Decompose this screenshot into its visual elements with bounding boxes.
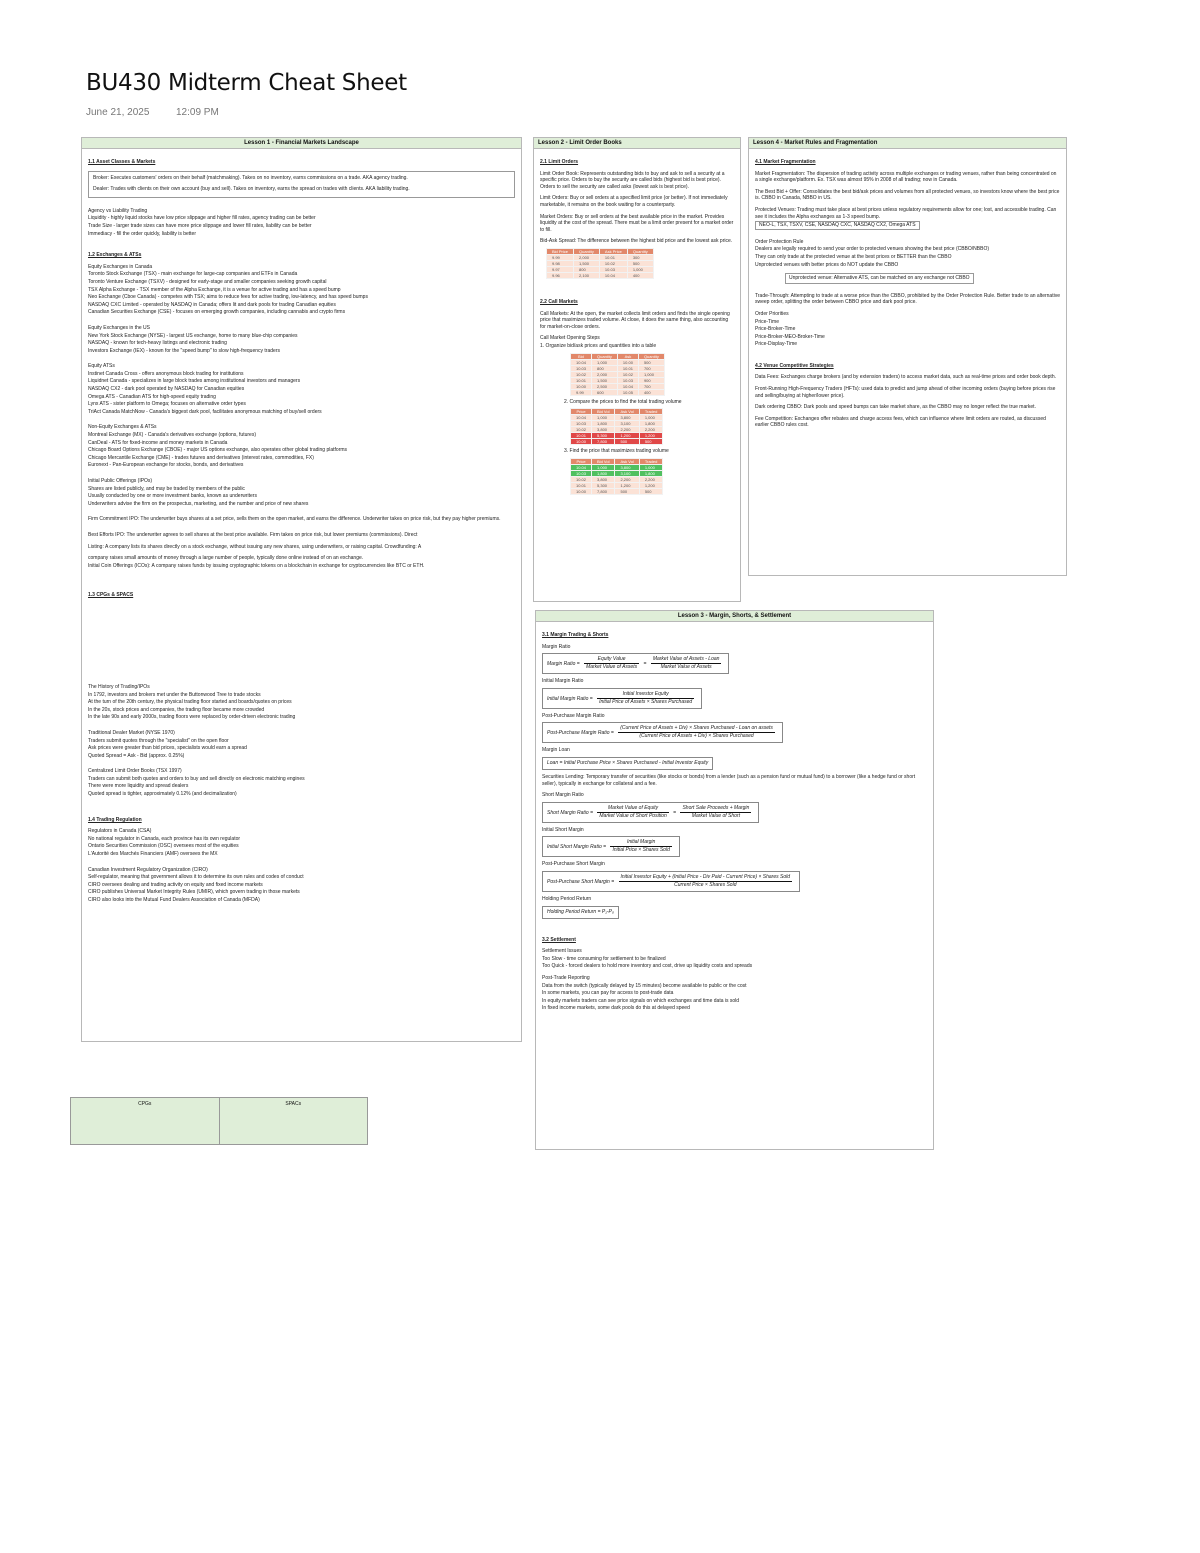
text-line: CanDeal - ATS for fixed-income and money markets in Canada: [88, 439, 228, 446]
table-cell: 1,000: [638, 371, 664, 377]
table-cell: 10.02: [599, 260, 627, 266]
text-line: Call Markets: At the open, the market collects limit orders and finds the single opening price that maximizes traded volume. At close, it does the same thing, also accounting for market-on-close orders.: [540, 310, 730, 330]
table-cell: 10.01: [571, 433, 592, 439]
table-cell: 1,000: [639, 415, 663, 421]
lesson4-header: Lesson 4 - Market Rules and Fragmentation: [749, 138, 1066, 149]
table-header-cell: Ask Price: [599, 248, 627, 254]
table-cell: 10.01: [571, 377, 592, 383]
table-cell: 10.01: [617, 365, 638, 371]
lesson3-header: Lesson 3 - Margin, Shorts, & Settlement: [536, 611, 933, 622]
call-market-table: [570, 353, 665, 396]
lesson3-container: [535, 610, 934, 1150]
text-line: Euronext - Pan-European exchange for stocks, bonds, and derivatives: [88, 462, 244, 469]
initial-margin-formula: Initial Margin Ratio = $\frac{\text{Initial Investor Equity}}{\text{Initial Price of Assets × Shares Purchased}}$: [542, 688, 702, 709]
text-line: Ontario Securities Commission (OSC) oversees most of the equities: [88, 843, 239, 850]
margin-loan-formula: Loan = Initial Purchase Price × Shares Purchased - Initial Investor Equity: [542, 757, 713, 770]
text-line: Liquidnet Canada - specializes in large block trades among institutional investors and managers: [88, 378, 301, 385]
text-line: Canadian Securities Exchange (CSE) - focuses on emerging growth companies, including cannabis and crypto firms: [88, 309, 346, 316]
table-cell: 10.00: [571, 439, 592, 445]
table-cell: 3,800: [592, 427, 615, 433]
table-cell: 9.97: [547, 266, 574, 272]
unprotected-box: Unprotected venue: Alternative ATS, can be matched on any exchange not CBBO: [785, 273, 974, 284]
table-cell: 10.05: [617, 389, 638, 395]
text-line: In some markets, you can pay for access to post-trade data: [542, 990, 674, 997]
table-cell: 300: [627, 254, 653, 260]
table-cell: 10.02: [617, 371, 638, 377]
table-cell: 3,800: [615, 464, 639, 470]
table-cell: 10.03: [571, 470, 592, 476]
text-line: Investors Exchange (IEX) - known for the "speed bump" to slow high-frequency traders: [88, 347, 280, 354]
table-header-cell: Quantity: [592, 353, 618, 359]
text-line: 2. Compare the prices to find the total trading volume: [564, 398, 682, 405]
table-cell: 700: [638, 383, 664, 389]
table-header-cell: Traded: [639, 409, 663, 415]
table-cell: 10.02: [571, 371, 592, 377]
subheading: Short Margin Ratio: [542, 792, 584, 799]
lesson2-header: Lesson 2 - Limit Order Books: [534, 138, 740, 149]
text-line: Chicago Mercantile Exchange (CME) - trades futures and derivatives (interest rates, commodities, FX): [88, 454, 314, 461]
text-line: Toronto Venture Exchange (TSXV) - designed for early-stage and smaller companies seeking growth capital: [88, 278, 327, 285]
volume-table: [570, 408, 663, 445]
max-volume-table: [570, 458, 663, 495]
table-cell: 10.01: [571, 482, 592, 488]
table-header-cell: Traded: [639, 458, 663, 464]
table-cell: 2,200: [639, 427, 663, 433]
table-cell: 1,200: [615, 433, 639, 439]
subheading: Canadian Investment Regulatory Organization (CIRO): [88, 866, 208, 873]
section-heading: 1.3 CPGs & SPACS: [88, 592, 134, 599]
table-cell: 2,100: [574, 272, 600, 278]
text-line: Protected Venues: Trading must take place at best prices unless regulatory requirements allow for one; lost, and accessible trading. Can see it includes the Alpha exchanges as 1-3 speed bump.: [755, 206, 1057, 220]
text-line: 3. Find the price that maximizes trading volume: [564, 448, 669, 455]
text-line: Traders can submit both quotes and orders to buy and sell directly on electronic matching engines: [88, 775, 305, 782]
text-line: Price-Display-Time: [755, 341, 798, 348]
table-cell: 9.98: [547, 260, 574, 266]
subheading: Post-Trade Reporting: [542, 974, 590, 981]
table-cell: 10.00: [571, 488, 592, 494]
text-line: In 1792, investors and brokers met under the Buttonwood Tree to trade stocks: [88, 691, 261, 698]
table-cell: 1,000: [592, 464, 615, 470]
lesson4-container: [748, 137, 1067, 576]
text-line: Underwriters advise the firm on the prospectus, marketing, and the number and price of new shares: [88, 500, 309, 507]
text-line: Market Orders: Buy or sell orders at the best available price in the market. Provides liquidity at the cost of the spread. There must be a limit order present for a market order to fill.: [540, 213, 734, 233]
subheading: Post-Purchase Margin Ratio: [542, 712, 605, 719]
text-line: Best Efforts IPO: The underwriter agrees to sell shares at the best price available. Firm takes on price risk, but lower premiums (commissions). Direct: [88, 531, 418, 538]
table-cell: 10.03: [617, 377, 638, 383]
table-row: [547, 272, 654, 278]
short-margin-formula: Short Margin Ratio = $\frac{\text{Market Value of Equity}}{\text{Market Value of Short Position}}$ = $\frac{\text{Short Sale Proceeds + Margin}}{\text{Market Value of Short}}$: [542, 802, 759, 823]
text-line: Liquidity - highly liquid stocks have low price slippage and higher fill rates, agency trading can be better: [88, 215, 316, 222]
table-cell: 3,100: [615, 470, 639, 476]
text-line: CIRO oversees dealing and trading activity on equity and fixed income markets: [88, 881, 263, 888]
table-cell: 10.04: [617, 383, 638, 389]
table-cell: 3,800: [592, 476, 615, 482]
subheading: Post-Purchase Short Margin: [542, 861, 605, 868]
table-cell: 2,500: [592, 383, 618, 389]
text-line: company raises small amounts of money through a large number of people, typically done online instead of on an exchange.: [88, 555, 364, 562]
text-line: Too Slow - time consuming for settlement to be finalized: [542, 955, 666, 962]
text-line: Montreal Exchange (MX) - Canada's derivatives exchange (options, futures): [88, 432, 256, 439]
text-line: CIRO also looks into the Mutual Fund Dealers Association of Canada (MFDA): [88, 897, 260, 903]
section-heading: 4.2 Venue Competitive Strategies: [755, 362, 834, 369]
text-line: Neo Exchange (Cboe Canada) - competes with TSX; aims to reduce fees for active trading, low-latency, and has speed bumps: [88, 294, 368, 301]
table-cell: 9.99: [547, 254, 574, 260]
section-heading: 1.4 Trading Regulation: [88, 816, 142, 823]
text-line: Limit Order Book: Represents outstanding bids to buy and ask to sell a security at a specific price. Orders to buy the security are called bids (highest bid is best price). Orders to sell the security are called asks (lowest ask is best price).: [540, 170, 725, 190]
text-line: They can only trade at the protected venue at the best prices or BETTER than the CBBO: [755, 253, 952, 260]
table-cell: 1,200: [639, 433, 663, 439]
text-line: Traders submit quotes through the "specialist" on the open floor: [88, 737, 229, 744]
table-row: [571, 488, 663, 494]
text-line: Dealers are legally required to send your order to protected venues showing the best price (CBBO/NBBO): [755, 246, 990, 253]
text-line: Trade Size - larger trade sizes can have more price slippage and lower fill rates, liability can be better: [88, 222, 312, 229]
text-line: Too Quick - forced dealers to hold more inventory and cost, drive up liquidity costs and spreads: [542, 963, 753, 970]
text-line: Bid-Ask Spread: The difference between the highest bid price and the lowest ask price.: [540, 238, 733, 245]
subheading: Non-Equity Exchanges & ATSs: [88, 424, 157, 431]
table-cell: 10.03: [599, 266, 627, 272]
text-line: In equity markets traders can see price signals on which exchanges and time data is sold: [542, 997, 740, 1004]
subheading: Equity Exchanges in Canada: [88, 263, 153, 270]
text-line: CIRO publishes Universal Market Integrity Rules (UMIR), which govern trading in those markets: [88, 889, 300, 896]
table-cell: 10.01: [599, 254, 627, 260]
table-cell: 10.03: [571, 421, 592, 427]
table-cell: 600: [592, 389, 618, 395]
table-cell: 3,800: [615, 415, 639, 421]
venues-list: NEO-L, TSX, TSXV, CSE, NASDAQ CXC, NASDAQ CX2, Omega ATS: [755, 221, 920, 230]
order-book-table: [546, 248, 654, 279]
table-cell: 1,000: [592, 359, 618, 365]
subheading: Initial Public Offerings (IPOs): [88, 478, 153, 484]
table-header-cell: Ask: [617, 353, 638, 359]
text-line: In fixed income markets, some dark pools do this at delayed speed: [542, 1005, 690, 1012]
table-cell: 2,200: [615, 476, 639, 482]
subheading: Agency vs Liability Trading: [88, 207, 148, 214]
table-cell: 1,800: [639, 470, 663, 476]
page-time: 12:09 PM: [176, 107, 219, 118]
table-cell: 5,300: [592, 433, 615, 439]
table-cell: 700: [638, 365, 664, 371]
text-line: TSX Alpha Exchange - TSX member of the Alpha Exchange, it is a venue for active trading and has a speed bump: [88, 286, 341, 293]
table-cell: 500: [638, 359, 664, 365]
text-line: In the 20s, stock prices and companies, the trading floor became more crowded: [88, 706, 265, 713]
text-line: Quoted Spread = Ask - Bid (approx. 0.25%): [88, 752, 185, 759]
post-purchase-short-formula: Post-Purchase Short Margin = Initial Investor Equity + (Initial Price - Div Paid - Current Price) × Shares Sold Current Price × Shares Sold: [542, 871, 800, 892]
table-cell: 10.04: [571, 464, 592, 470]
subheading: The History of Trading/IPOs: [88, 683, 150, 690]
table-cell: 9.99: [571, 389, 592, 395]
text-line: Initial Coin Offerings (ICOs): A company raises funds by issuing cryptographic tokens on a blockchain in exchange for cryptocurrencies like BTC or ETH.: [88, 562, 425, 569]
table-header-cell: Price: [571, 409, 592, 415]
section-heading: 3.1 Margin Trading & Shorts: [542, 632, 609, 638]
text-line: Chicago Board Options Exchange (CBOE) - major US options exchange, also operates other global trading platforms: [88, 447, 348, 454]
table-cell: 1,500: [592, 377, 618, 383]
table-cell: 10.04: [599, 272, 627, 278]
cpg-column: CPGs: [71, 1098, 220, 1144]
subheading: Initial Short Margin: [542, 826, 584, 833]
table-cell: 400: [627, 272, 653, 278]
table-cell: 1,000: [627, 266, 653, 272]
text-line: 1. Organize bid/ask prices and quantities into a table: [540, 342, 657, 349]
text-line: NASDAQ CXC Limited - operated by NASDAQ in Canada; offers lit and dark pools for trading Canadian equities: [88, 301, 336, 308]
subheading: Traditional Dealer Market (NYSE 1970): [88, 729, 175, 736]
subheading: Order Protection Rule: [755, 238, 804, 245]
table-header-cell: Bid Price: [547, 248, 574, 254]
subheading: Settlement Issues: [542, 948, 582, 955]
subheading: Margin Loan: [542, 747, 570, 754]
margin-ratio-formula: Margin Ratio = $\frac{\text{Equity Value}}{\text{Market Value of Assets}}$ = $\frac{\text{Market Value of Assets - Loan}}{\text{Market Value of Assets}}$: [542, 653, 729, 674]
table-cell: 5,300: [592, 482, 615, 488]
text-line: Price-Broker-MEO-Broker-Time: [755, 333, 825, 340]
table-cell: 3,100: [615, 421, 639, 427]
text-line: Unprotected venues with better prices do NOT update the CBBO: [755, 261, 899, 268]
text-line: Lynx ATS - sister platform to Omega; focuses on alternative order types: [88, 401, 246, 408]
text-line: Fee Competition: Exchanges offer rebates and charge access fees, which can influence where limit orders are routed, as discussed earlier CBBO rules cost.: [755, 415, 1046, 429]
text-line: Trade-Through: Attempting to trade at a worse price than the CBBO, prohibited by the Order Protection Rule. Better trade to an alternative sweep order, splitting the order between CBBO price and dark pool price.: [755, 292, 1060, 306]
table-header-cell: Price: [571, 458, 592, 464]
broker-dealer-box: [88, 171, 515, 198]
table-cell: 1,800: [592, 470, 615, 476]
table-row: [571, 439, 663, 445]
text-line: NASDAQ - known for tech-heavy listings and electronic trading: [88, 340, 227, 347]
initial-short-margin-formula: Initial Short Margin Ratio = $\frac{\text{Initial Margin}}{\text{Initial Price × Shares Sold}}$: [542, 836, 680, 857]
subheading: Call Market Opening Steps: [540, 335, 600, 342]
table-cell: 7,800: [592, 439, 615, 445]
text-line: Quoted spread is tighter, approximately 0.12% (and decimalization): [88, 791, 237, 798]
text-line: At the turn of the 20th century, the physical trading floor started and boards/quotes on prices: [88, 699, 292, 706]
table-header-cell: Quantity: [574, 248, 600, 254]
table-cell: 400: [638, 389, 664, 395]
text-line: Price-Broker-Time: [755, 326, 796, 333]
table-cell: 2,000: [574, 254, 600, 260]
table-cell: 2,000: [592, 371, 618, 377]
table-header-cell: Ask Vol: [615, 409, 639, 415]
lesson1-header: Lesson 1 - Financial Markets Landscape: [82, 138, 521, 149]
text-line: TriAct Canada MatchNow - Canada's biggest dark pool, facilitates anonymous matching of buy/sell orders: [88, 408, 322, 415]
text-line: Data Fees: Exchanges charge brokers (and by extension traders) to access market data, such as real-time prices and order book depth.: [755, 374, 1056, 381]
text-line: Shares are listed publicly, and may be traded by members of the public: [88, 485, 245, 492]
table-header-cell: Quantity: [638, 353, 664, 359]
section-heading: 2.2 Call Markets: [540, 298, 578, 305]
text-line: Dark ordering CBBO: Dark pools and speed bumps can take market share, as the CBBO may no longer reflect the true market.: [755, 404, 1036, 411]
table-cell: 500: [615, 439, 639, 445]
subheading: Holding Period Return: [542, 895, 592, 902]
holding-period-formula: Holding Period Return = P₁-P₀: [542, 906, 619, 919]
table-cell: 500: [639, 488, 663, 494]
page-title: BU430 Midterm Cheat Sheet: [86, 70, 407, 96]
text-line: NASDAQ CX2 - dark pool operated by NASDAQ for Canadian equities: [88, 386, 245, 393]
text-line: Usually conducted by one or more investment banks, known as underwriters: [88, 493, 257, 500]
cpg-spac-table: [70, 1097, 368, 1145]
text-line: Toronto Stock Exchange (TSX) - main exchange for large-cap companies and ETFs in Canada: [88, 271, 298, 278]
subheading: Order Priorities: [755, 310, 789, 317]
text-line: Limit Orders: Buy or sell orders at a specified limit price (or better). If not immediately marketable, it remains on the book waiting for a counterparty.: [540, 195, 728, 208]
section-heading: 3.2 Settlement: [542, 936, 576, 943]
text-line: Immediacy - fill the order quickly, liability is better: [88, 230, 196, 237]
text-line: There were more liquidity and spread dealers: [88, 783, 189, 790]
section-heading: 4.1 Market Fragmentation: [755, 159, 816, 165]
subheading: Equity Exchanges in the US: [88, 324, 150, 331]
text-line: Regulators in Canada (CSA): [88, 828, 152, 835]
table-cell: 9.96: [547, 272, 574, 278]
subheading: Initial Margin Ratio: [542, 678, 584, 685]
table-cell: 10.02: [571, 427, 592, 433]
post-purchase-margin-formula: Post-Purchase Margin Ratio = (Current Price of Assets + Div) × Shares Purchased - Loan on assets (Current Price of Assets + Div) × Shares Purchased: [542, 722, 783, 743]
table-cell: 800: [592, 365, 618, 371]
fraction: $\frac{\text{Market Value of Assets - Loan}}{\text{Market Value of Assets}}$: [652, 656, 720, 671]
fraction: $\frac{\text{Equity Value}}{\text{Market Value of Assets}}$: [586, 656, 638, 671]
table-cell: 500: [627, 260, 653, 266]
table-header-cell: Ask Vol: [615, 458, 639, 464]
table-cell: 10.04: [571, 415, 592, 421]
table-cell: 10.00: [571, 383, 592, 389]
text-line: Omega ATS - Canadian ATS for high-speed equity trading: [88, 393, 216, 400]
subheading: Equity ATSs: [88, 363, 115, 370]
dealer-text: Dealer: Trades with clients on their own account (buy and sell). Takes on inventory, earns the spread on trades with clients. AKA liability trading.: [93, 186, 410, 193]
broker-text: Broker: Executes customers' orders on their behalf (matchmaking). Takes on no inventory, earns commissions on a trade. AKA agency trading.: [93, 174, 408, 181]
section-heading: 2.1 Limit Orders: [540, 159, 579, 165]
text-line: Market Fragmentation: The dispersion of trading activity across multiple exchanges or trading venues, rather than being concentrated on a single exchange/platform. Ex. TSX was almost 95% in 2008 of all trading; now in Canada.: [755, 170, 1057, 184]
text-line: New York Stock Exchange (NYSE) - largest US exchange, home to many blue-chip companies: [88, 332, 298, 339]
table-cell: 500: [639, 439, 663, 445]
section-heading: 1.1 Asset Classes & Markets: [88, 159, 156, 165]
table-cell: 1,000: [639, 464, 663, 470]
table-cell: 1,800: [592, 421, 615, 427]
table-cell: 10.02: [571, 476, 592, 482]
table-cell: 500: [615, 488, 639, 494]
table-header-cell: Quantity: [627, 248, 653, 254]
table-cell: 1,800: [639, 421, 663, 427]
page-date: June 21, 2025: [86, 107, 150, 118]
text-line: No national regulator in Canada, each province has its own regulator: [88, 835, 241, 842]
text-line: Price-Time: [755, 318, 779, 325]
text-line: Ask prices were greater than bid prices, specialists would earn a spread: [88, 745, 247, 752]
text-line: The Best Bid + Offer: Consolidates the best bid/ask prices and volumes from all protected venues, so investors know where the best price is. CBBO in Canada, NBBO in US.: [755, 188, 1060, 202]
text-line: Instinet Canada Cross - offers anonymous block trading for institutions: [88, 370, 244, 377]
text-line: Self-regulator, meaning that government allows it to determine its own rules and codes of conduct: [88, 874, 304, 881]
table-cell: 1,500: [574, 260, 600, 266]
table-cell: 1,200: [615, 482, 639, 488]
spac-column: SPACs: [285, 1101, 302, 1107]
lesson1-container: [81, 137, 522, 1042]
text-line: L'Autorité des Marchés Financiers (AMF) oversees the MX: [88, 851, 218, 858]
table-header-cell: Bid Vol: [592, 409, 615, 415]
table-cell: 800: [574, 266, 600, 272]
table-cell: 900: [638, 377, 664, 383]
table-cell: 2,200: [639, 476, 663, 482]
table-cell: 7,800: [592, 488, 615, 494]
text-line: Data from the switch (typically delayed by 15 minutes) become available to public or the cost: [542, 982, 747, 989]
text-line: Front-Running High-Frequency Traders (HFTs): used data to predict and jump ahead of other incoming orders (buying before prices rise and selling/buying at higher/lower price).: [755, 386, 1056, 399]
table-cell: 10.04: [571, 359, 592, 365]
table-cell: 1,200: [639, 482, 663, 488]
text-line: In the late 90s and early 2000s, trading floors were replaced by order-driven electronic trading: [88, 714, 296, 721]
section-heading: 1.2 Exchanges & ATSs: [88, 252, 142, 259]
table-cell: 10.00: [617, 359, 638, 365]
table-cell: 1,000: [592, 415, 615, 421]
text-line: Securities Lending: Temporary transfer of securities (like stocks or bonds) from a lender (such as a pension fund or mutual fund) to a borrower (like a hedge fund or short seller), typically in exchange for collateral and a fee.: [542, 773, 916, 787]
text-line: Listing: A company lists its shares directly on a stock exchange, without issuing any new shares, using underwriters, or raising capital. Crowdfunding: A: [88, 543, 422, 550]
lesson2-container: [533, 137, 741, 602]
text-line: Firm Commitment IPO: The underwriter buys shares at a set price, sells them on the open market, and earns the difference. Underwriter takes on price risk, but they pay higher premiums.: [88, 516, 501, 523]
formula-label: Margin Ratio: [547, 661, 576, 668]
table-header-cell: Bid Vol: [592, 458, 615, 464]
table-header-cell: Bid: [571, 353, 592, 359]
subheading: Margin Ratio: [542, 643, 571, 650]
table-cell: 2,200: [615, 427, 639, 433]
subheading: Centralized Limit Order Books (TSX 1997): [88, 768, 182, 775]
table-cell: 10.03: [571, 365, 592, 371]
table-row: [571, 389, 665, 395]
